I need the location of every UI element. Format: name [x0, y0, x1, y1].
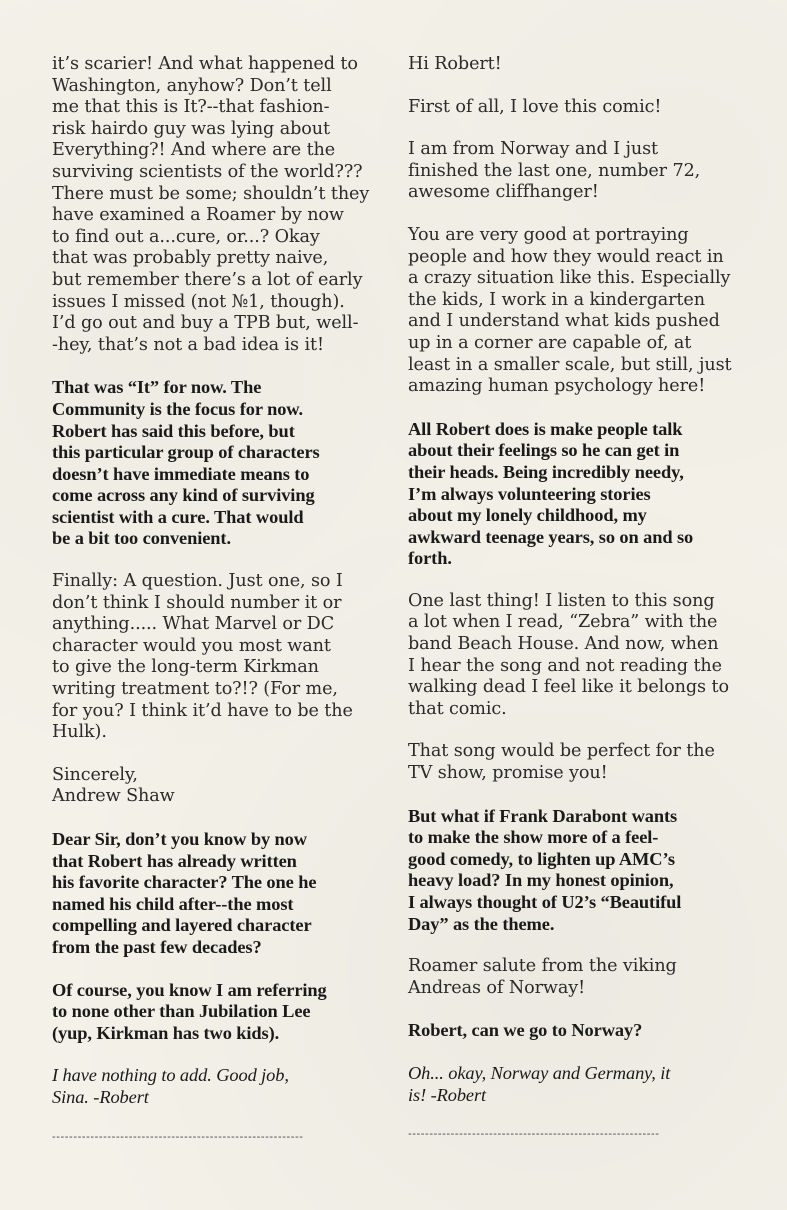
text-line: have examined a Roamer by now	[52, 205, 344, 226]
text-line: named his child after--the most	[52, 893, 294, 914]
text-line: to find out a...cure, or...? Okay	[52, 226, 320, 247]
text-line: it’s scarier! And what happened to	[52, 54, 358, 74]
text-line: is! -Robert	[408, 1084, 487, 1105]
text-line: Andrew Shaw	[52, 786, 175, 807]
text-line: come across any kind of surviving	[52, 485, 315, 506]
text-line: Of course, you know I am referring	[52, 979, 327, 1000]
editor-reply-sina	[52, 1065, 382, 1108]
text-line: I hear the song and not reading the	[408, 655, 722, 676]
right-column	[408, 54, 743, 1140]
text-line: that comic.	[408, 698, 507, 719]
letter-sina-continued	[52, 980, 382, 1045]
text-line: walking dead I feel like it belongs to	[408, 677, 729, 698]
text-line: to give the long-term Kirkman	[52, 657, 319, 678]
text-line: don’t think I should number it or	[52, 592, 342, 613]
text-line: finished the last one, number 72,	[408, 160, 701, 181]
text-line: I’d go out and buy a TPB but, well-	[52, 313, 359, 334]
editor-reply-feelings	[408, 419, 743, 570]
text-line: Hulk).	[52, 722, 107, 743]
text-line: First of all, I love this comic!	[408, 96, 662, 117]
text-line: this particular group of characters	[52, 442, 320, 463]
text-line: There must be some; shouldn’t they	[52, 183, 370, 204]
text-line: up in a corner are capable of, at	[408, 332, 692, 353]
text-line: forth.	[408, 548, 452, 569]
text-line: All Robert does is make people talk	[408, 418, 683, 439]
letter-andreas-p3	[408, 225, 743, 398]
letter-signoff	[52, 765, 382, 808]
text-line: TV show, promise you!	[408, 763, 608, 784]
text-line: surviving scientists of the world???	[52, 161, 363, 182]
text-line: compelling and layered character	[52, 915, 312, 936]
text-line: amazing human psychology here!	[408, 376, 706, 397]
letter-sina	[52, 829, 382, 959]
text-line: writing treatment to?!? (For me,	[52, 679, 338, 700]
letter-andreas-signoff	[408, 956, 743, 999]
divider-right: -----------------------------------------------------------	[408, 1128, 660, 1141]
text-line: their heads. Being incredibly needy,	[408, 461, 684, 482]
text-line: Dear Sir, don’t you know by now	[52, 829, 307, 849]
text-line: heavy load? In my honest opinion,	[408, 870, 674, 891]
text-line: for you? I think it’d have to be the	[52, 700, 353, 721]
text-line: a lot when I read, “Zebra” with the	[408, 612, 718, 633]
text-line: Sincerely,	[52, 764, 138, 785]
letter-andrew-question	[52, 571, 382, 744]
text-line: Andreas of Norway!	[408, 977, 586, 998]
text-line: that was probably pretty naive,	[52, 248, 329, 269]
text-line: Day” as the theme.	[408, 913, 555, 934]
editor-reply-it	[52, 377, 382, 550]
text-line: I always thought of U2’s “Beautiful	[408, 892, 682, 912]
text-line: Roamer salute from the viking	[408, 956, 677, 977]
text-line: I’m always volunteering stories	[408, 483, 651, 504]
text-line: issues I missed (not №1, though).	[52, 291, 345, 312]
text-line: people and how they would react in	[408, 246, 724, 267]
text-line: Everything?! And where are the	[52, 140, 336, 161]
letter-andreas-p2	[408, 139, 743, 204]
text-line: (yup, Kirkman has two kids).	[52, 1022, 280, 1043]
text-line: Hi Robert!	[408, 54, 502, 74]
text-line: that Robert has already written	[52, 850, 297, 871]
text-line: doesn’t have immediate means to	[52, 463, 310, 484]
text-line: Robert has said this before, but	[52, 420, 295, 441]
text-line: Washington, anyhow? Don’t tell	[52, 75, 332, 96]
text-line: about my lonely childhood, my	[408, 505, 647, 526]
letter-andreas-p1	[408, 97, 743, 119]
text-line: to make the show more of a feel-	[408, 827, 659, 848]
editor-reply-robert	[408, 1063, 743, 1106]
text-line: Community is the focus for now.	[52, 398, 303, 419]
left-column	[52, 54, 382, 1143]
editor-reply-norway	[408, 1020, 743, 1042]
text-line: be a bit too convenient.	[52, 528, 231, 549]
text-line: a crazy situation like this. Especially	[408, 268, 731, 289]
text-line: But what if Frank Darabont wants	[408, 805, 678, 826]
text-line: his favorite character? The one he	[52, 872, 317, 893]
editor-reply-darabont	[408, 806, 743, 936]
text-line: That was “It” for now. The	[52, 377, 262, 398]
text-line: awesome cliffhanger!	[408, 182, 599, 203]
text-line: good comedy, to lighten up AMC’s	[408, 848, 675, 869]
text-line: to none other than Jubilation Lee	[52, 1001, 311, 1022]
text-line: awkward teenage years, so on and so	[408, 526, 694, 547]
text-line: I am from Norway and I just	[408, 139, 658, 160]
text-line: risk hairdo guy was lying about	[52, 118, 330, 139]
text-line: Sina. -Robert	[52, 1086, 149, 1107]
text-line: One last thing! I listen to this song	[408, 590, 715, 611]
text-line: me that this is It?--that fashion-	[52, 97, 330, 118]
letter-andrew-continued	[52, 54, 382, 356]
text-line: from the past few decades?	[52, 936, 262, 957]
text-line: -hey, that’s not a bad idea is it!	[52, 334, 324, 355]
text-line: Oh... okay, Norway and Germany, it	[408, 1062, 671, 1083]
text-line: I have nothing to add. Good job,	[52, 1065, 289, 1086]
text-line: about their feelings so he can get in	[408, 440, 680, 461]
text-line: You are very good at portraying	[408, 224, 689, 245]
text-line: but remember there’s a lot of early	[52, 269, 363, 290]
divider-left: -----------------------------------------------------------	[52, 1130, 304, 1143]
text-line: Finally: A question. Just one, so I	[52, 571, 343, 592]
text-line: character would you most want	[52, 635, 331, 656]
text-line: and I understand what kids pushed	[408, 311, 720, 332]
letter-andreas-p4	[408, 591, 743, 721]
text-line: the kids, I work in a kindergarten	[408, 289, 705, 310]
text-line: least in a smaller scale, but still, just	[408, 354, 732, 375]
letter-greeting	[408, 54, 743, 76]
letter-andreas-p5	[408, 741, 743, 784]
text-line: Robert, can we go to Norway?	[408, 1020, 643, 1041]
text-line: anything..... What Marvel or DC	[52, 614, 335, 635]
text-line: scientist with a cure. That would	[52, 506, 304, 527]
text-line: band Beach House. And now, when	[408, 634, 719, 655]
text-line: That song would be perfect for the	[408, 741, 715, 762]
